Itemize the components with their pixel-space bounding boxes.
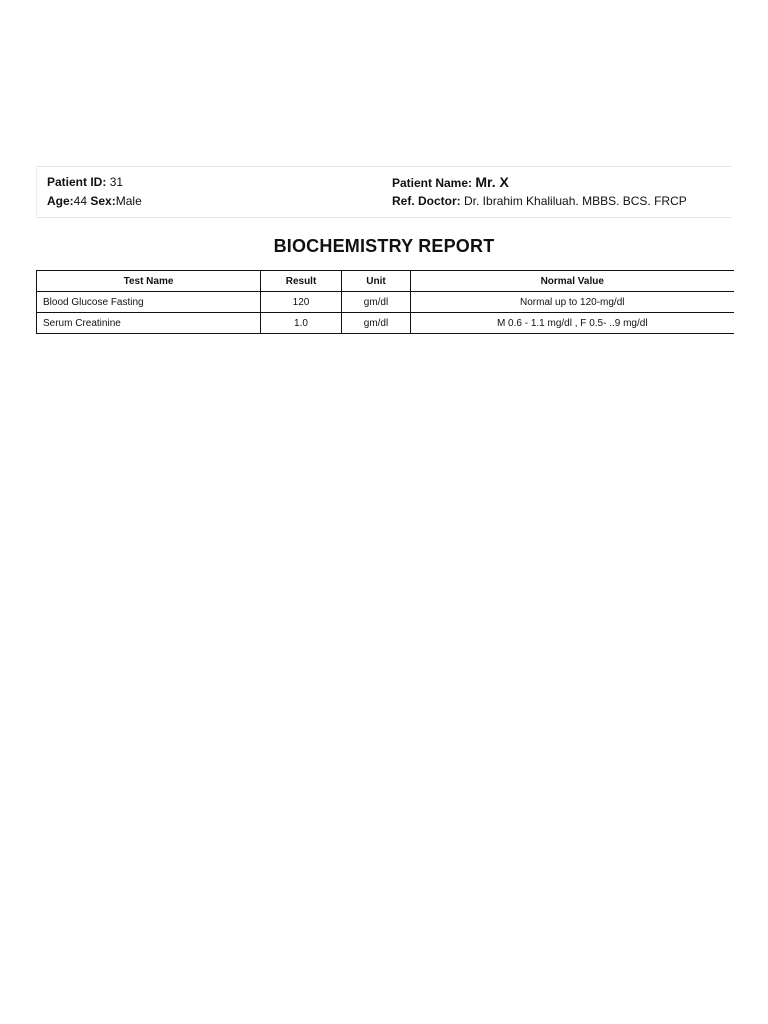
patient-info-box [36,166,732,218]
normal-value-cell: Normal up to 120-mg/dl [411,292,734,313]
ref-doctor-value: Dr. Ibrahim Khaliluah. MBBS. BCS. FRCP [464,194,687,208]
unit-cell: gm/dl [342,292,411,313]
patient-name-label: Patient Name: [392,176,473,190]
table-row [37,313,734,334]
ref-doctor-line [392,194,687,208]
sex-label: Sex: [90,194,116,208]
result-cell: 120 [261,292,342,313]
age-sex-line [47,194,142,208]
patient-id-value: 31 [109,175,124,189]
report-title: BIOCHEMISTRY REPORT [273,236,495,256]
table-row [37,292,734,313]
column-header-result: Result [261,271,342,292]
age-value: 44 [73,194,88,208]
sex-value: Male [115,194,142,208]
test-name-cell: Serum Creatinine [37,313,261,334]
unit-cell: gm/dl [342,313,411,334]
result-cell: 1.0 [261,313,342,334]
test-name-cell: Blood Glucose Fasting [37,292,261,313]
table-header-row [37,271,734,292]
column-header-normal-value: Normal Value [411,271,734,292]
ref-doctor-label: Ref. Doctor: [392,194,461,208]
patient-name-value: Mr. X [475,174,509,190]
column-header-unit: Unit [342,271,411,292]
results-table [36,270,734,334]
patient-name-line [392,175,509,190]
column-header-test-name: Test Name [37,271,261,292]
patient-id-label: Patient ID: [47,175,107,189]
normal-value-cell: M 0.6 - 1.1 mg/dl , F 0.5- ..9 mg/dl [411,313,734,334]
patient-id-line [47,175,123,189]
age-label: Age: [47,194,74,208]
